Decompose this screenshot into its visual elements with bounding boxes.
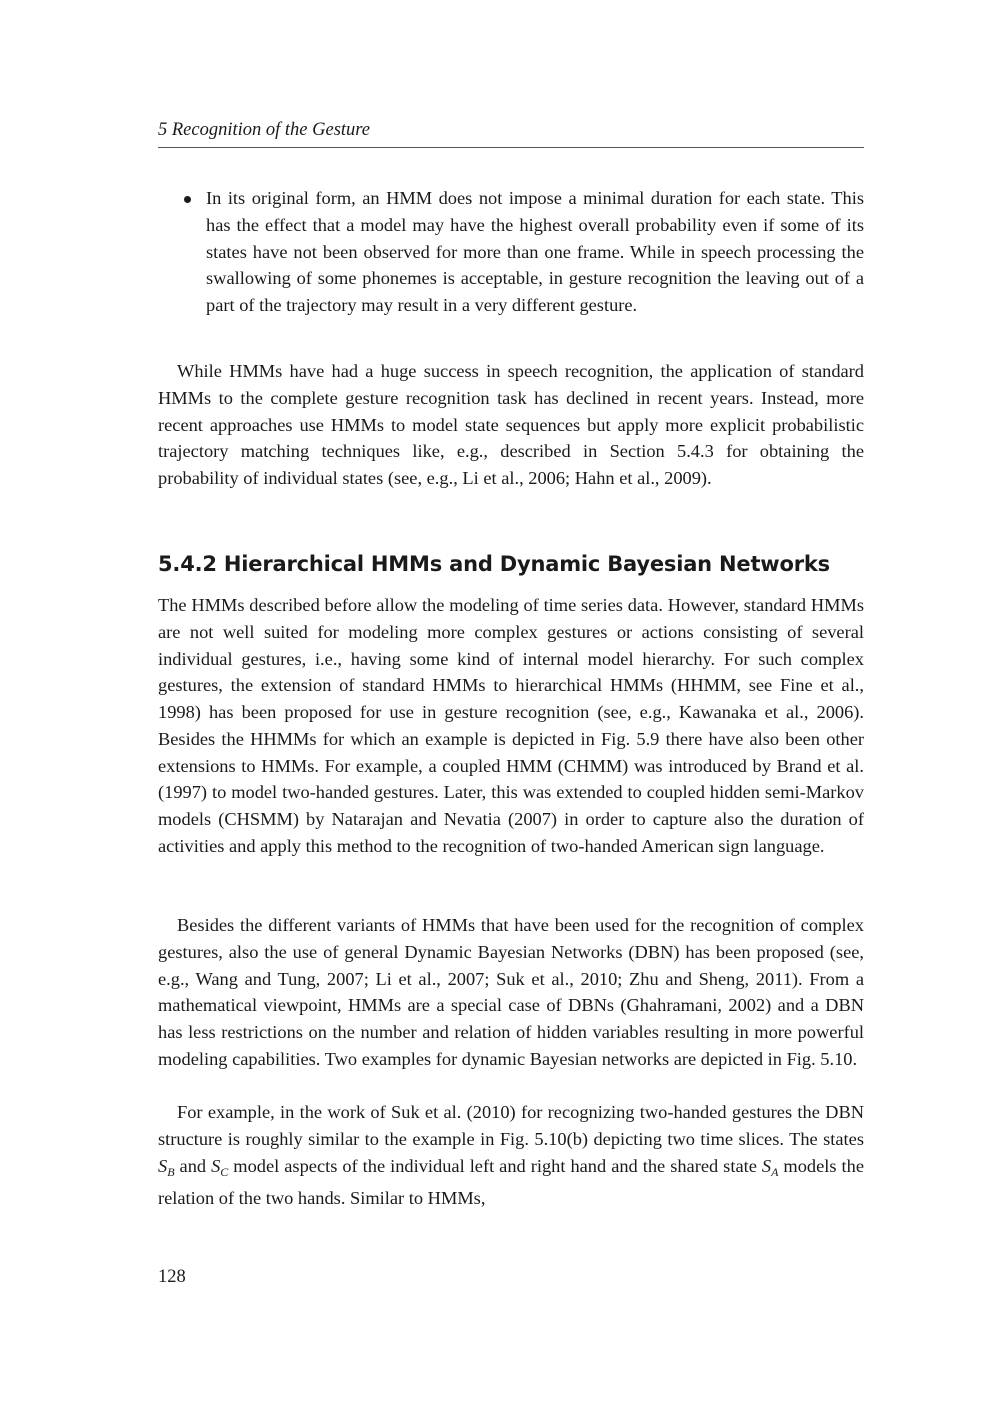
math-symbol: S	[158, 1155, 168, 1176]
paragraph-text: While HMMs have had a huge success in speech recognition, the application of standard HMMs to the complete gesture recognition task has declined in recent years. Instead, more recent approaches use HMMs to model state sequences but apply more explicit probabilistic trajectory matching techniques like, e.g., described in Section 5.4.3 for obtaining the probability of individual states (see, e.g., Li et al., 2006; Hahn et al., 2009).	[158, 361, 864, 488]
text-run: For example, in the work of Suk et al. (2010) for recognizing two-handed gestures the DBN structure is roughly similar to the example in Fig. 5.10(b) depicting two time slices. The states	[158, 1102, 864, 1149]
running-head: 5 Recognition of the Gesture	[158, 118, 864, 148]
text-run: and	[174, 1155, 212, 1176]
math-subscript: A	[771, 1164, 779, 1179]
math-symbol: S	[761, 1155, 772, 1176]
paragraph-text	[158, 1099, 864, 1212]
math-subscript: B	[167, 1164, 175, 1179]
math-subscript: C	[220, 1164, 229, 1179]
paragraph-text: The HMMs described before allow the modeling of time series data. However, standard HMMs are not well suited for modeling more complex gestures or actions consisting of several individual gestures, i.e., having some kind of internal model hierarchy. For such complex gestures, the extension of standard HMMs to hierarchical HMMs (HHMM, see Fine et al., 1998) has been proposed for use in gesture recognition (see, e.g., Kawanaka et al., 2006). Besides the HHMMs for which an example is depicted in Fig. 5.9 there have also been other extensions to HMMs. For example, a coupled HMM (CHMM) was introduced by Brand et al. (1997) to model two-handed gestures. Later, this was extended to coupled hidden semi-Markov models (CHSMM) by Natarajan and Nevatia (2007) in order to capture also the duration of activities and apply this method to the recognition of two-handed American sign language.	[158, 595, 864, 856]
bullet-icon	[184, 196, 191, 203]
bullet-list-item	[158, 185, 864, 319]
math-symbol: S	[211, 1155, 221, 1176]
section-heading: 5.4.2 Hierarchical HMMs and Dynamic Bayesian Networks	[158, 552, 830, 576]
text-run: models the relation of the two hands. Similar to HMMs,	[158, 1155, 864, 1209]
paragraph-dbn	[158, 912, 864, 1073]
text-run: model aspects of the individual left and right hand and the shared state	[228, 1155, 762, 1176]
paragraph-text: Besides the different variants of HMMs that have been used for the recognition of complex gestures, also the use of general Dynamic Bayesian Networks (DBN) has been proposed (see, e.g., Wang and Tung, 2007; Li et al., 2007; Suk et al., 2010; Zhu and Sheng, 2011). From a mathematical viewpoint, HMMs are a special case of DBNs (Ghahramani, 2002) and a DBN has less restrictions on the number and relation of hidden variables resulting in more powerful modeling capabilities. Two examples for dynamic Bayesian networks are depicted in Fig. 5.10.	[158, 915, 864, 1069]
paragraph-hierarchical-hmms	[158, 592, 864, 860]
bullet-text: In its original form, an HMM does not impose a minimal duration for each state. This has the effect that a model may have the highest overall probability even if some of its states have not been observed for more than one frame. While in speech processing the swallowing of some phonemes is acceptable, in gesture recognition the leaving out of a part of the trajectory may result in a very different gesture.	[206, 188, 864, 315]
paragraph-suk-example	[158, 1099, 864, 1212]
paragraph-hmm-success	[158, 358, 864, 492]
page-number: 128	[158, 1267, 186, 1287]
